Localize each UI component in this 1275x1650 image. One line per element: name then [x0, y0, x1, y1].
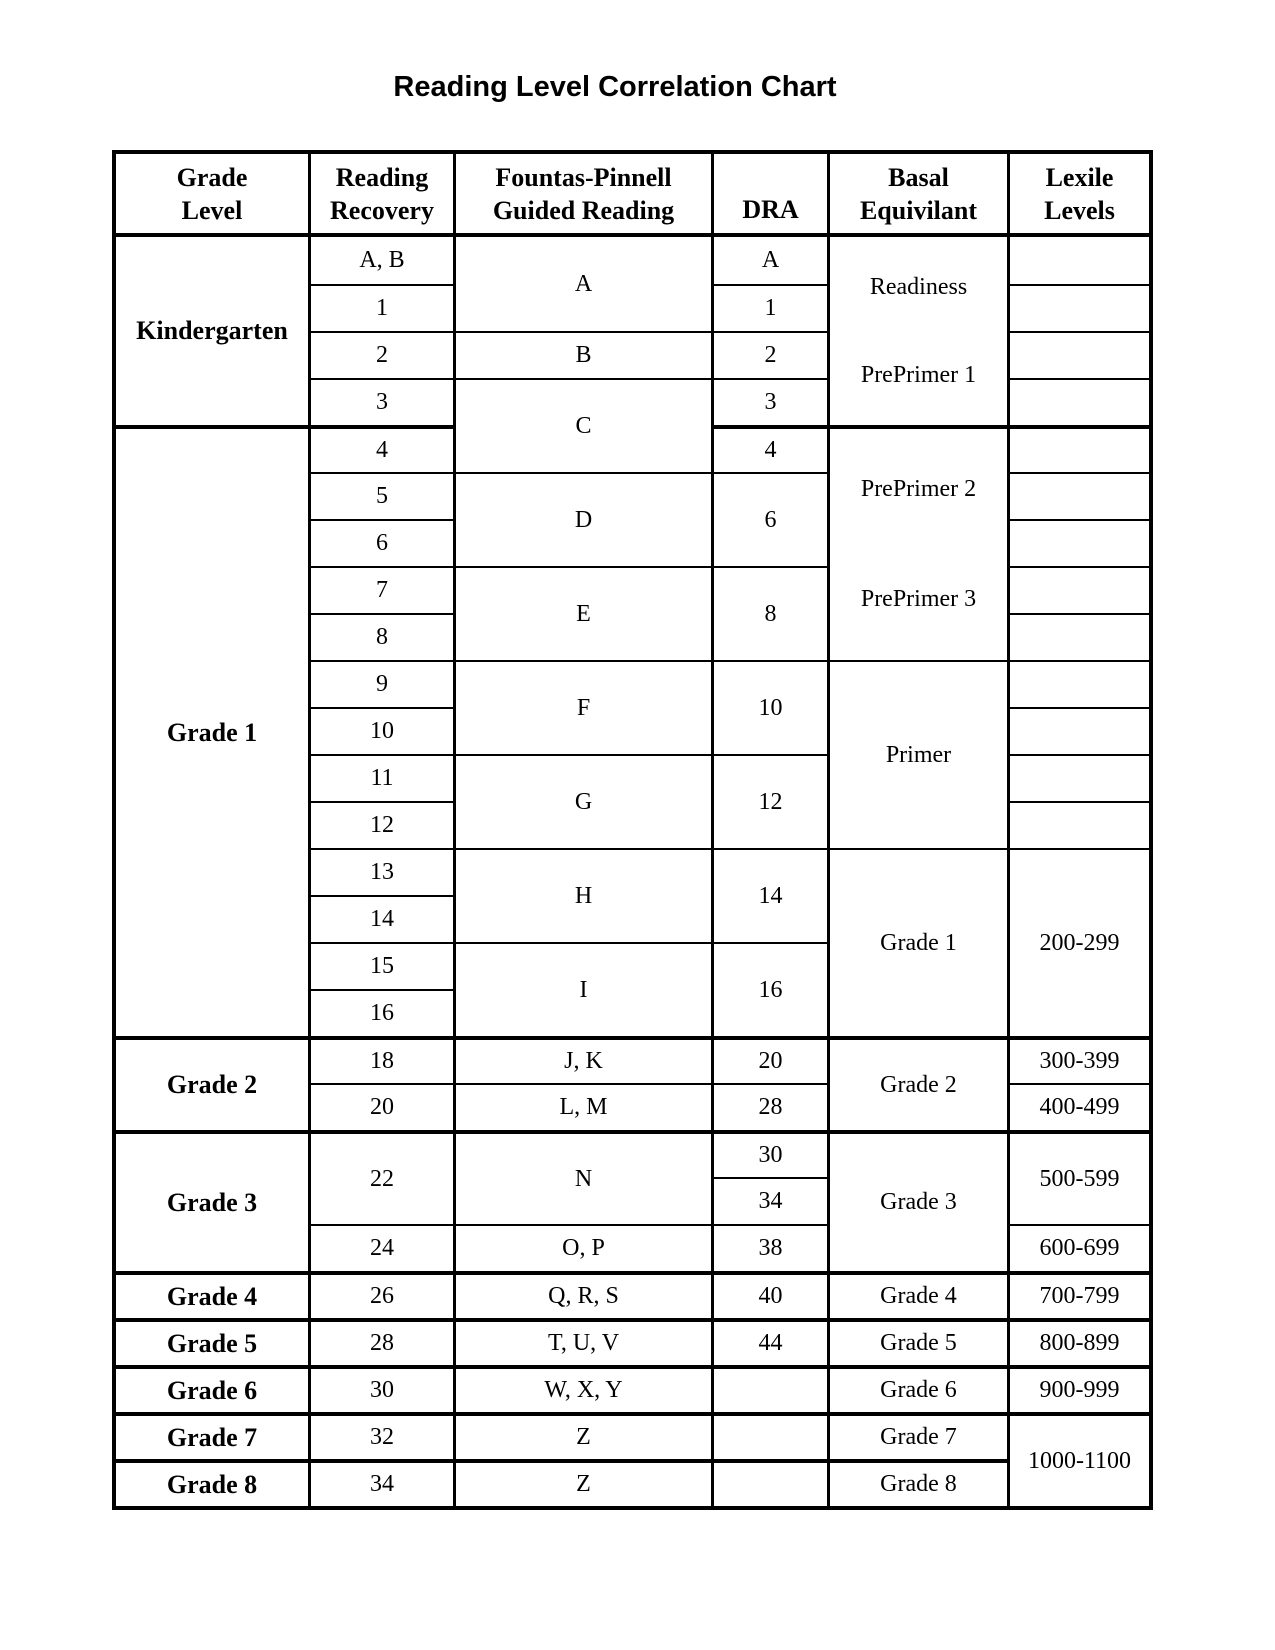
cell-reading-recovery-r27: 34	[308, 1459, 453, 1506]
cell-lexile-levels-r26: 1000-1100	[1007, 1412, 1149, 1506]
cell-reading-recovery-r15: 14	[308, 895, 453, 942]
cell-reading-recovery-r24: 28	[308, 1318, 453, 1365]
cell-reading-recovery-r22: 24	[308, 1224, 453, 1271]
cell-reading-recovery-r16: 15	[308, 942, 453, 989]
header-grade-level	[116, 154, 308, 237]
cell-lexile-levels-r11	[1007, 707, 1149, 754]
cell-dra-r2: 1	[711, 284, 827, 331]
cell-fountas-pinnell-r3: B	[453, 331, 711, 378]
cell-lexile-levels-r24: 800-899	[1007, 1318, 1149, 1365]
cell-fountas-pinnell-r22: O, P	[453, 1224, 711, 1271]
header-dra	[711, 154, 827, 237]
cell-dra-r27	[711, 1459, 827, 1506]
header-line: Guided Reading	[492, 195, 675, 225]
cell-basal-equivilant-r27: Grade 8	[827, 1459, 1007, 1506]
cell-dra-r4: 3	[711, 378, 827, 425]
cell-fountas-pinnell-r18: J, K	[453, 1036, 711, 1083]
header-line: Fountas-Pinnell	[495, 162, 672, 192]
cell-grade-level-r18: Grade 2	[116, 1036, 308, 1130]
cell-dra-r10: 10	[711, 660, 827, 754]
cell-fountas-pinnell-r23: Q, R, S	[453, 1271, 711, 1318]
cell-lexile-levels-r1	[1007, 237, 1149, 284]
cell-reading-recovery-r25: 30	[308, 1365, 453, 1412]
cell-reading-recovery-r7: 6	[308, 519, 453, 566]
header-line: Reading	[335, 162, 429, 192]
cell-grade-level-r26: Grade 7	[116, 1412, 308, 1459]
cell-fountas-pinnell-r8: E	[453, 566, 711, 660]
cell-dra-r26	[711, 1412, 827, 1459]
cell-lexile-levels-r4	[1007, 378, 1149, 425]
cell-lexile-levels-r22: 600-699	[1007, 1224, 1149, 1271]
cell-dra-r24: 44	[711, 1318, 827, 1365]
cell-reading-recovery-r11: 10	[308, 707, 453, 754]
cell-dra-r20: 30	[711, 1130, 827, 1177]
cell-dra-r22: 38	[711, 1224, 827, 1271]
header-line: Basal	[888, 162, 949, 192]
cell-lexile-levels-r12	[1007, 754, 1149, 801]
cell-dra-r3: 2	[711, 331, 827, 378]
cell-reading-recovery-r10: 9	[308, 660, 453, 707]
header-fountas-pinnell	[453, 154, 711, 237]
cell-grade-level-r20: Grade 3	[116, 1130, 308, 1271]
header-line: Levels	[1044, 195, 1115, 225]
cell-fountas-pinnell-r20: N	[453, 1130, 711, 1224]
header-basal-equivilant	[827, 154, 1007, 237]
cell-basal-equivilant-r18: Grade 2	[827, 1036, 1007, 1130]
cell-reading-recovery-r18: 18	[308, 1036, 453, 1083]
cell-fountas-pinnell-r14: H	[453, 848, 711, 942]
cell-fountas-pinnell-r25: W, X, Y	[453, 1365, 711, 1412]
cell-dra-r21: 34	[711, 1177, 827, 1224]
cell-grade-level-r24: Grade 5	[116, 1318, 308, 1365]
basal-label: PrePrimer 2	[860, 476, 977, 503]
cell-lexile-levels-r18: 300-399	[1007, 1036, 1149, 1083]
cell-lexile-levels-r5	[1007, 425, 1149, 472]
header-line: Level	[181, 195, 243, 225]
cell-reading-recovery-r8: 7	[308, 566, 453, 613]
cell-fountas-pinnell-r26: Z	[453, 1412, 711, 1459]
cell-basal-equivilant-r14: Grade 1	[827, 848, 1007, 1036]
cell-reading-recovery-r17: 16	[308, 989, 453, 1036]
cell-dra-r14: 14	[711, 848, 827, 942]
cell-lexile-levels-r19: 400-499	[1007, 1083, 1149, 1130]
cell-lexile-levels-r13	[1007, 801, 1149, 848]
cell-reading-recovery-r9: 8	[308, 613, 453, 660]
cell-reading-recovery-r5: 4	[308, 425, 453, 472]
cell-lexile-levels-r3	[1007, 331, 1149, 378]
cell-lexile-levels-r20: 500-599	[1007, 1130, 1149, 1224]
cell-basal-equivilant-r24: Grade 5	[827, 1318, 1007, 1365]
cell-fountas-pinnell-r6: D	[453, 472, 711, 566]
cell-lexile-levels-r23: 700-799	[1007, 1271, 1149, 1318]
header-line: Equivilant	[859, 195, 978, 225]
cell-basal-equivilant-r1	[827, 237, 1007, 425]
cell-basal-equivilant-r5	[827, 425, 1007, 660]
cell-dra-r6: 6	[711, 472, 827, 566]
cell-dra-r19: 28	[711, 1083, 827, 1130]
cell-grade-level-r23: Grade 4	[116, 1271, 308, 1318]
cell-dra-r12: 12	[711, 754, 827, 848]
cell-fountas-pinnell-r24: T, U, V	[453, 1318, 711, 1365]
page-title: Reading Level Correlation Chart	[393, 71, 837, 103]
cell-fountas-pinnell-r1: A	[453, 237, 711, 331]
cell-reading-recovery-r14: 13	[308, 848, 453, 895]
cell-lexile-levels-r8	[1007, 566, 1149, 613]
header-line: Grade	[176, 162, 248, 192]
cell-fountas-pinnell-r19: L, M	[453, 1083, 711, 1130]
cell-reading-recovery-r19: 20	[308, 1083, 453, 1130]
header-reading-recovery	[308, 154, 453, 237]
cell-grade-level-r25: Grade 6	[116, 1365, 308, 1412]
cell-lexile-levels-r7	[1007, 519, 1149, 566]
cell-reading-recovery-r1: A, B	[308, 237, 453, 284]
cell-lexile-levels-r14: 200-299	[1007, 848, 1149, 1036]
cell-reading-recovery-r3: 2	[308, 331, 453, 378]
cell-reading-recovery-r2: 1	[308, 284, 453, 331]
cell-grade-level-r1: Kindergarten	[136, 316, 288, 345]
cell-basal-equivilant-r20: Grade 3	[827, 1130, 1007, 1271]
cell-basal-equivilant-r25: Grade 6	[827, 1365, 1007, 1412]
cell-reading-recovery-r12: 11	[308, 754, 453, 801]
cell-dra-r18: 20	[711, 1036, 827, 1083]
cell-reading-recovery-r6: 5	[308, 472, 453, 519]
correlation-table	[112, 150, 1153, 1510]
cell-lexile-levels-r10	[1007, 660, 1149, 707]
cell-reading-recovery-r26: 32	[308, 1412, 453, 1459]
cell-fountas-pinnell-r16: I	[453, 942, 711, 1036]
cell-fountas-pinnell-r10: F	[453, 660, 711, 754]
cell-reading-recovery-r23: 26	[308, 1271, 453, 1318]
cell-basal-equivilant-r10: Primer	[827, 660, 1007, 848]
cell-fountas-pinnell-r27: Z	[453, 1459, 711, 1506]
cell-lexile-levels-r9	[1007, 613, 1149, 660]
cell-reading-recovery-r20: 22	[308, 1130, 453, 1224]
basal-label: Readiness	[869, 273, 968, 300]
cell-dra-r25	[711, 1365, 827, 1412]
header-line: Recovery	[330, 195, 434, 225]
cell-dra-r5: 4	[711, 425, 827, 472]
cell-fountas-pinnell-r4: C	[453, 378, 711, 472]
cell-basal-equivilant-r26: Grade 7	[827, 1412, 1007, 1459]
header-line: DRA	[742, 195, 799, 224]
header-lexile-levels	[1007, 154, 1149, 237]
cell-reading-recovery-r4: 3	[308, 378, 453, 425]
cell-reading-recovery-r13: 12	[308, 801, 453, 848]
cell-dra-r1: A	[711, 237, 827, 284]
cell-lexile-levels-r2	[1007, 284, 1149, 331]
cell-grade-level-r5: Grade 1	[116, 425, 308, 1036]
cell-basal-equivilant-r23: Grade 4	[827, 1271, 1007, 1318]
cell-grade-level-r27: Grade 8	[116, 1459, 308, 1506]
header-line: Lexile	[1045, 162, 1114, 192]
cell-dra-r23: 40	[711, 1271, 827, 1318]
cell-lexile-levels-r25: 900-999	[1007, 1365, 1149, 1412]
basal-label: PrePrimer 3	[860, 585, 977, 612]
cell-dra-r8: 8	[711, 566, 827, 660]
cell-lexile-levels-r6	[1007, 472, 1149, 519]
cell-fountas-pinnell-r12: G	[453, 754, 711, 848]
basal-label: PrePrimer 1	[860, 361, 977, 388]
cell-dra-r16: 16	[711, 942, 827, 1036]
